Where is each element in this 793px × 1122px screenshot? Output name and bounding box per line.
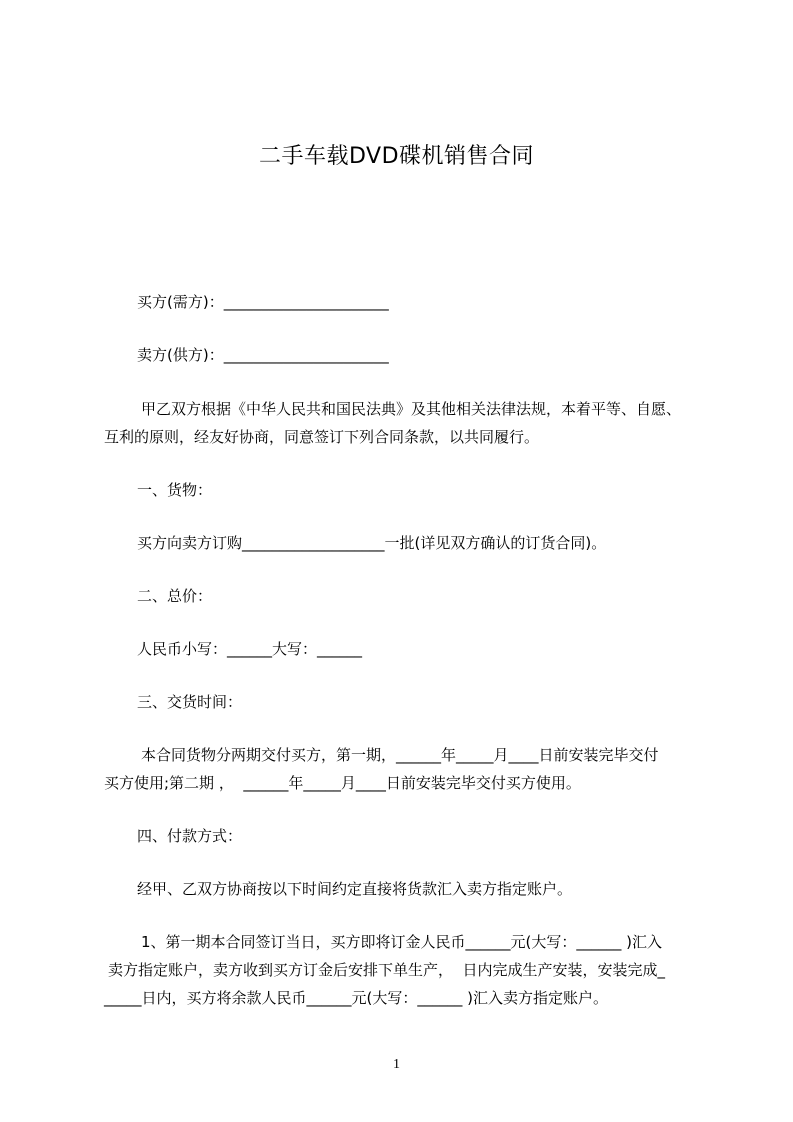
section-2-heading: 二、总价：	[137, 587, 213, 605]
section-3-body-line-2: 买方使用;第二期 ， ______年_____月____日前安装完毕交付买方使用。	[104, 774, 581, 792]
intro-paragraph-line-1: 甲乙双方根据《中华人民共和国民法典》及其他相关法律法规，本着平等、自愿、	[141, 400, 682, 418]
page-number: 1	[393, 1057, 400, 1072]
section-3-heading: 三、交货时间：	[137, 693, 243, 711]
buyer-line: 买方(需方)：______________________	[137, 293, 389, 311]
section-4-body: 经甲、乙双方协商按以下时间约定直接将货款汇入卖方指定账户。	[137, 880, 573, 898]
clause-1-line-1: 1、第一期本合同签订当日，买方即将订金人民币______元(大写：______ )汇入	[141, 933, 663, 951]
section-1-body: 买方向卖方订购___________________一批(详见双方确认的订货合同)。	[137, 534, 607, 552]
document-title: 二手车载DVD碟机销售合同	[258, 144, 535, 169]
section-3-body-line-1: 本合同货物分两期交付买方，第一期，______年_____月____日前安装完毕交付	[141, 746, 659, 764]
intro-paragraph-line-2: 互利的原则，经友好协商，同意签订下列合同条款，以共同履行。	[104, 428, 540, 446]
clause-1-line-2: 卖方指定账户，卖方收到买方订金后安排下单生产， 日内完成生产安装，安装完成_	[108, 961, 666, 979]
clause-1-line-3: _____日内，买方将余款人民币______元(大写：______ )汇入卖方指定账户。	[104, 989, 608, 1007]
section-1-heading: 一、货物：	[137, 481, 213, 499]
section-4-heading: 四、付款方式：	[137, 827, 243, 845]
seller-line: 卖方(供方)：______________________	[137, 346, 389, 364]
section-2-body: 人民币小写：______大写：______	[137, 640, 363, 658]
